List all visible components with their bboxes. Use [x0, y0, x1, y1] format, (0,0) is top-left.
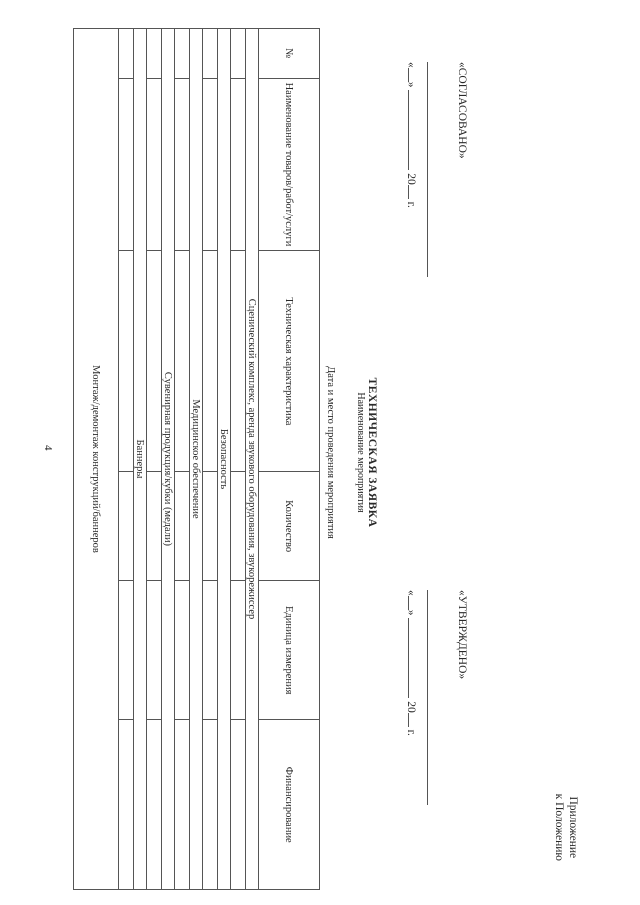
table-cell [203, 720, 218, 890]
table-cell [147, 251, 162, 472]
table-row [147, 29, 162, 890]
day-blank [408, 68, 409, 82]
section-title-stage: Сценический комплекс, аренда звукового оборудования, звукорежиссер [246, 29, 259, 890]
section-title-installation: Монтаж/демонтаж конструкций/баннеров [74, 29, 119, 890]
table-cell [147, 472, 162, 581]
table-cell [203, 29, 218, 79]
header-number: № [259, 29, 320, 79]
table-cell [175, 472, 190, 581]
table-cell [175, 251, 190, 472]
agreed-label: «СОГЛАСОВАНО» [456, 62, 468, 159]
table-cell [231, 29, 246, 79]
agreed-date-line [405, 62, 417, 277]
event-name-caption: Наименование мероприятия [355, 392, 366, 513]
table-row [203, 29, 218, 890]
year-blank [408, 713, 409, 727]
agreed-signature-line [427, 62, 442, 277]
table-cell [147, 78, 162, 251]
approved-label: «УТВЕРЖДЕНО» [456, 590, 468, 680]
section-row [74, 29, 119, 890]
header-tech-spec: Техническая характеристика [259, 251, 320, 472]
table-header-row [259, 29, 320, 890]
table-cell [175, 580, 190, 720]
table-cell [119, 720, 134, 890]
table-cell [119, 580, 134, 720]
section-title-banners: Баннеры [134, 29, 147, 890]
table-cell [119, 78, 134, 251]
table-cell [203, 251, 218, 472]
table-cell [203, 472, 218, 581]
section-row [246, 29, 259, 890]
date-place-caption: Дата и место проведения мероприятия [325, 366, 336, 539]
section-title-souvenirs: Сувенирная продукция/кубки (медали) [162, 29, 175, 890]
day-blank [408, 596, 409, 610]
header-item-name: Наименование товаров/работ/услуги [259, 78, 320, 251]
table-cell [231, 580, 246, 720]
table-cell [203, 78, 218, 251]
approved-block [405, 590, 468, 805]
date-close-quote: » [405, 81, 417, 88]
section-title-medical: Медицинское обеспечение [190, 29, 203, 890]
table-cell [175, 720, 190, 890]
section-row [162, 29, 175, 890]
year-suffix: г. [405, 201, 417, 208]
header-unit: Единица измерения [259, 580, 320, 720]
page-number: 4 [42, 445, 54, 451]
section-row [218, 29, 231, 890]
approved-signature-line [427, 590, 442, 805]
year-prefix: 20 [405, 701, 417, 713]
table-cell [231, 78, 246, 251]
date-open-quote: « [405, 62, 417, 68]
table-row [175, 29, 190, 890]
table-cell [147, 580, 162, 720]
table-cell [175, 29, 190, 79]
table-cell [231, 720, 246, 890]
year-blank [408, 185, 409, 199]
table-cell [119, 472, 134, 581]
month-blank [408, 618, 409, 698]
document-title: ТЕХНИЧЕСКАЯ ЗАЯВКА [366, 377, 378, 528]
table-cell [231, 251, 246, 472]
header-financing: Финансирование [259, 720, 320, 890]
table-cell [175, 78, 190, 251]
appendix-line-2: к Положению [553, 793, 565, 861]
date-close-quote: » [405, 609, 417, 616]
section-title-security: Безопасность [218, 29, 231, 890]
table-cell [119, 251, 134, 472]
year-prefix: 20 [405, 173, 417, 185]
appendix-line-1: Приложение [567, 796, 579, 859]
technical-request-table [73, 28, 320, 890]
table-cell [231, 472, 246, 581]
year-suffix: г. [405, 729, 417, 736]
approved-date-line [405, 590, 417, 805]
table-cell [147, 720, 162, 890]
table-row [119, 29, 134, 890]
header-quantity: Количество [259, 472, 320, 581]
table-row [231, 29, 246, 890]
agreed-block [405, 62, 468, 277]
section-row [190, 29, 203, 890]
table-cell [203, 580, 218, 720]
section-row [134, 29, 147, 890]
date-open-quote: « [405, 590, 417, 596]
appendix-note [552, 794, 580, 861]
table-cell [147, 29, 162, 79]
month-blank [408, 90, 409, 170]
table-cell [119, 29, 134, 79]
